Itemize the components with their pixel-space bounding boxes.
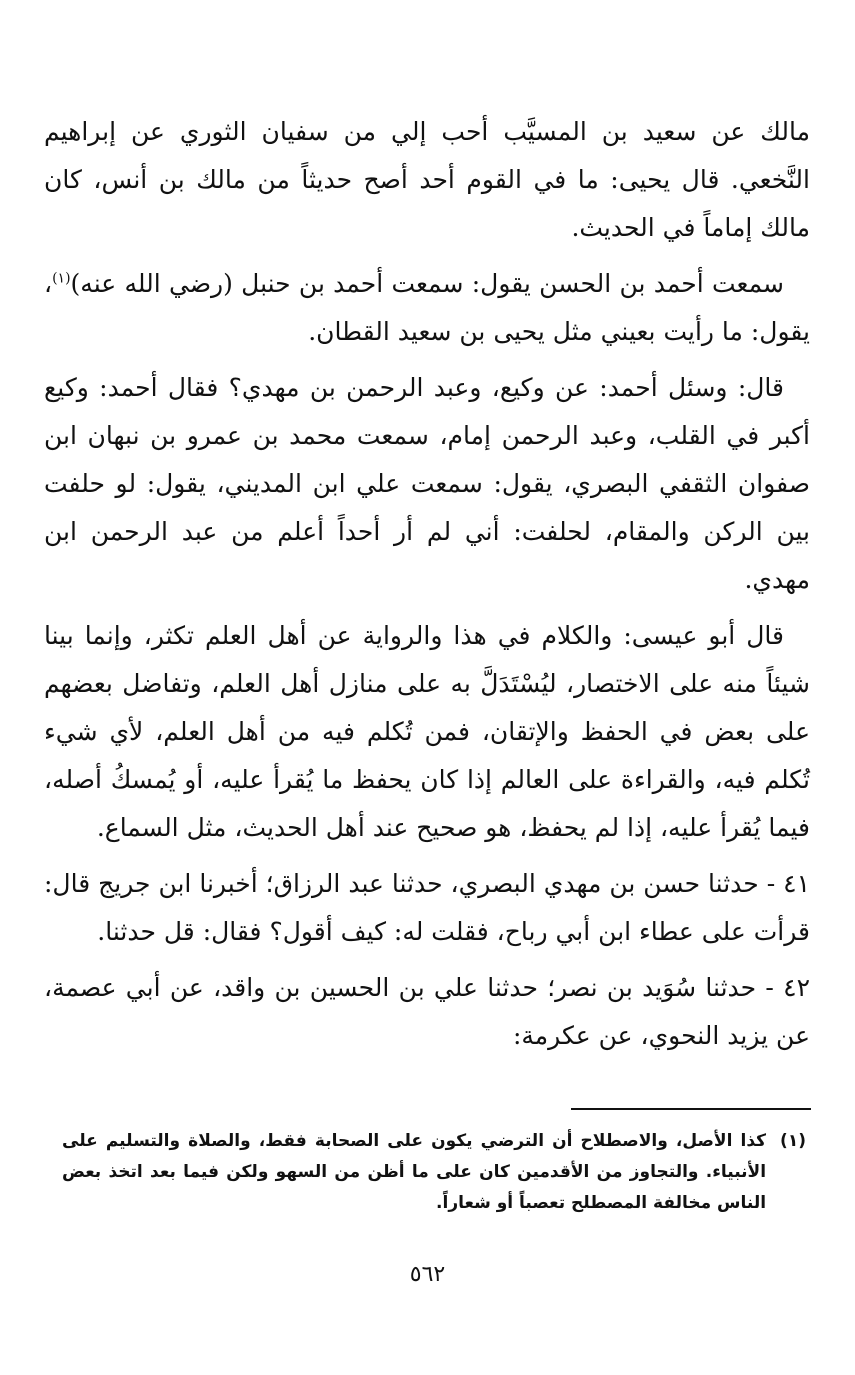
page-number: ٥٦٢ [409,1262,446,1287]
footnote-text: كذا الأصل، والاصطلاح أن الترضي يكون على الصحابة فقط، والصلاة والتسليم على الأنبياء. والتجاوز من الأقدمين كان على ما أظن من السهو ولكن فيما بعد اتخذ بعض الناس مخالفة المصطلح تعصباً أو شعاراً. [62,1131,767,1213]
footnote [62,1126,806,1219]
paragraph-1-text: مالك عن سعيد بن المسيَّب أحب إلي من سفيان الثوري عن إبراهيم النَّخعي. قال يحيى: ما في القوم أحد أصح حديثاً من مالك بن أنس، كان مالك إماماً في الحديث. [44,117,810,242]
paragraph-4-text: قال أبو عيسى: والكلام في هذا والرواية عن أهل العلم تكثر، وإنما بينا شيئاً منه على الاختصار، ليُسْتَدَلَّ به على منازل أهل العلم، وتفاضل بعضهم على بعض في الحفظ والإتقان، فمن تُكلم فيه من أهل العلم، لأي شيء تُكلم فيه، والقراءة على العالم إذا كان يحفظ ما يُقرأ عليه، أو يُمسكُ أصله، فيما يُقرأ عليه، إذا لم يحفظ، هو صحيح عند أهل الحديث، مثل السماع. [44,621,810,842]
paragraph-2-text: سمعت أحمد بن الحسن يقول: سمعت أحمد بن حنبل (رضي الله عنه) [70,269,784,298]
footnote-number: (١) [780,1131,806,1151]
paragraph-2 [44,260,810,356]
paragraph-3 [44,364,810,604]
footnote-divider [571,1108,811,1110]
hadith-41 [44,860,810,956]
footnote-reference[interactable]: (١) [52,270,71,287]
main-text [44,108,810,1068]
paragraph-2-text-after: ، يقول: ما رأيت بعيني مثل يحيى بن سعيد القطان. [44,269,810,346]
hadith-42 [44,964,810,1060]
paragraph-1 [44,108,810,252]
paragraph-3-text: قال: وسئل أحمد: عن وكيع، وعبد الرحمن بن مهدي؟ فقال أحمد: وكيع أكبر في القلب، وعبد الرحمن إمام، سمعت محمد بن عمرو بن نبهان ابن صفوان الثقفي البصري، يقول: سمعت علي ابن المديني، يقول: لو حلفت بين الركن والمقام، لحلفت: أني لم أر أحداً أعلم من عبد الرحمن ابن مهدي. [44,373,810,594]
hadith-42-text: ٤٢ - حدثنا سُوَيد بن نصر؛ حدثنا علي بن الحسين بن واقد، عن أبي عصمة، عن يزيد النحوي، عن عكرمة: [44,973,810,1050]
hadith-41-text: ٤١ - حدثنا حسن بن مهدي البصري، حدثنا عبد الرزاق؛ أخبرنا ابن جريج قال: قرأت على عطاء ابن أبي رباح، فقلت له: كيف أقول؟ فقال: قل حدثنا. [44,869,810,946]
paragraph-4 [44,612,810,852]
